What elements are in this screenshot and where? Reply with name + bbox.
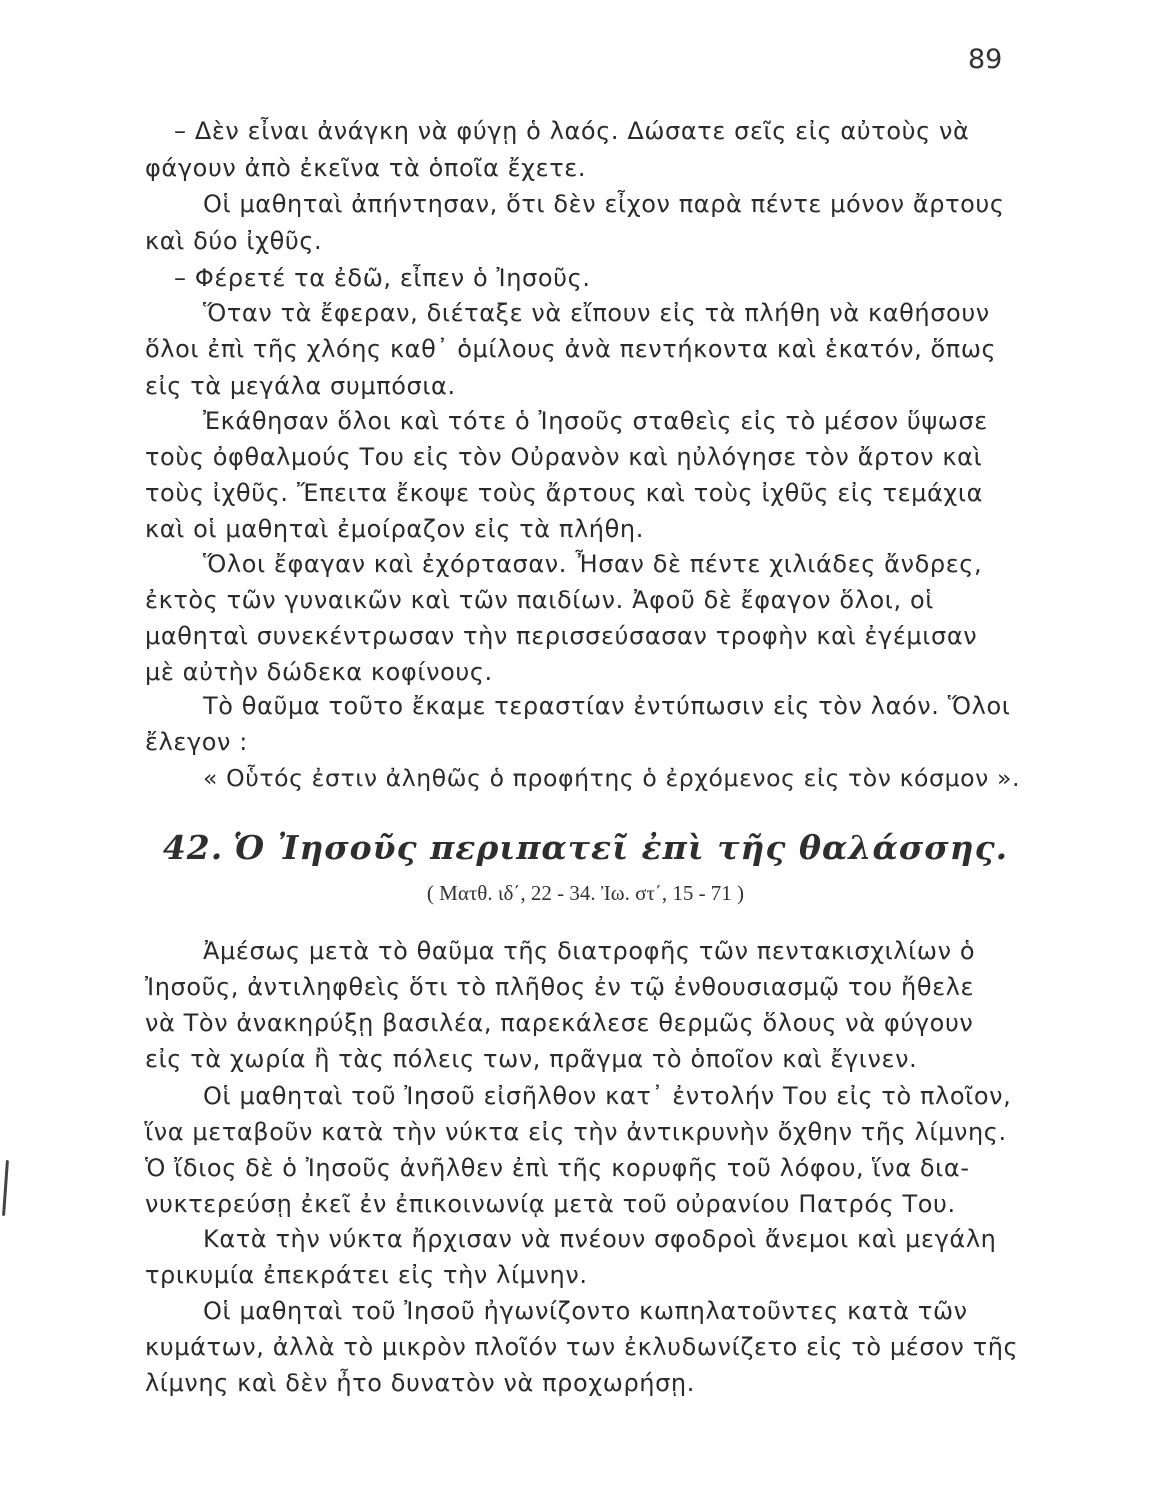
text-line: ὅλοι ἐπὶ τῆς χλόης καθ᾽ ὁμίλους ἀνὰ πεντήκοντα καὶ ἑκατόν, ὅπως — [145, 335, 997, 363]
section-title: Ὁ Ἰησοῦς περιπατεῖ ἐπὶ τῆς θαλάσσης. — [233, 828, 1009, 867]
text-line: Τὸ θαῦμα τοῦτο ἔκαμε τεραστίαν ἐντύπωσιν εἰς τὸν λαόν. Ὅλοι — [203, 692, 1011, 720]
text-line: « Οὗτός ἐστιν ἀληθῶς ὁ προφήτης ὁ ἐρχόμενος εἰς τὸν κόσμον ». — [203, 764, 1021, 792]
page-number: 89 — [968, 44, 1003, 75]
text-line: καὶ οἱ μαθηταὶ ἐμοίραζον εἰς τὰ πλήθη. — [145, 515, 644, 543]
scripture-reference: ( Ματθ. ιδ΄, 22 - 34. Ἰω. στ΄, 15 - 71 ) — [426, 881, 745, 905]
text-line: Ὁ ἴδιος δὲ ὁ Ἰησοῦς ἀνῆλθεν ἐπὶ τῆς κορυφῆς τοῦ λόφου, ἵνα δια- — [145, 1154, 970, 1182]
margin-mark — [2, 1160, 9, 1216]
text-line: Κατὰ τὴν νύκτα ἤρχισαν νὰ πνέουν σφοδροὶ ἄνεμοι καὶ μεγάλη — [203, 1225, 997, 1253]
text-line: ἔλεγον : — [145, 728, 248, 756]
text-line: Ἰησοῦς, ἀντιληφθεὶς ὅτι τὸ πλῆθος ἐν τῷ ἐνθουσιασμῷ του ἤθελε — [145, 973, 975, 1001]
text-line: νὰ Τὸν ἀνακηρύξῃ βασιλέα, παρεκάλεσε θερμῶς ὅλους νὰ φύγουν — [145, 1009, 974, 1037]
section-number: 42. — [162, 828, 224, 867]
text-line: τοὺς ἰχθῦς. Ἔπειτα ἔκοψε τοὺς ἄρτους καὶ τοὺς ἰχθῦς εἰς τεμάχια — [145, 479, 984, 507]
text-line: εἰς τὰ χωρία ἢ τὰς πόλεις των, πρᾶγμα τὸ ὁποῖον καὶ ἔγινεν. — [145, 1045, 918, 1073]
text-line: νυκτερεύσῃ ἐκεῖ ἐν ἐπικοινωνίᾳ μετὰ τοῦ οὐρανίου Πατρός Του. — [145, 1190, 956, 1218]
text-line: Ἐκάθησαν ὅλοι καὶ τότε ὁ Ἰησοῦς σταθεὶς εἰς τὸ μέσον ὕψωσε — [203, 407, 988, 435]
text-line: ἵνα μεταβοῦν κατὰ τὴν νύκτα εἰς τὴν ἀντικρυνὴν ὄχθην τῆς λίμνης. — [145, 1118, 1007, 1146]
text-line: μαθηταὶ συνεκέντρωσαν τὴν περισσεύσασαν τροφὴν καὶ ἐγέμισαν — [145, 622, 978, 650]
section-heading — [0, 828, 1171, 867]
text-line: Οἱ μαθηταὶ τοῦ Ἰησοῦ εἰσῆλθον κατ᾽ ἐντολήν Του εἰς τὸ πλοῖον, — [203, 1082, 1012, 1110]
text-line: καὶ δύο ἰχθῦς. — [145, 227, 323, 255]
text-line: Οἱ μαθηταὶ τοῦ Ἰησοῦ ἠγωνίζοντο κωπηλατοῦντες κατὰ τῶν — [203, 1297, 968, 1325]
text-line: φάγουν ἀπὸ ἐκεῖνα τὰ ὁποῖα ἔχετε. — [145, 154, 587, 182]
text-line: – Φέρετέ τα ἐδῶ, εἶπεν ὁ Ἰησοῦς. — [174, 264, 591, 292]
text-line: Ἀμέσως μετὰ τὸ θαῦμα τῆς διατροφῆς τῶν πεντακισχιλίων ὁ — [203, 937, 976, 965]
text-line: εἰς τὰ μεγάλα συμπόσια. — [145, 372, 456, 400]
text-line: Ὅταν τὰ ἔφεραν, διέταξε νὰ εἴπουν εἰς τὰ πλήθη νὰ καθήσουν — [203, 299, 990, 327]
text-line: τοὺς ὀφθαλμούς Του εἰς τὸν Οὐρανὸν καὶ ηὐλόγησε τὸν ἄρτον καὶ — [145, 443, 983, 471]
text-line: λίμνης καὶ δὲν ἦτο δυνατὸν νὰ προχωρήσῃ. — [145, 1369, 695, 1397]
text-line: κυμάτων, ἀλλὰ τὸ μικρὸν πλοῖόν των ἐκλυδωνίζετο εἰς τὸ μέσον τῆς — [145, 1333, 1019, 1361]
text-line: μὲ αὐτὴν δώδεκα κοφίνους. — [145, 658, 493, 686]
text-line: – Δὲν εἶναι ἀνάγκη νὰ φύγῃ ὁ λαός. Δώσατε σεῖς εἰς αὐτοὺς νὰ — [174, 117, 970, 145]
text-line: ἐκτὸς τῶν γυναικῶν καὶ τῶν παιδίων. Ἀφοῦ δὲ ἔφαγον ὅλοι, οἱ — [145, 586, 934, 614]
text-line: Οἱ μαθηταὶ ἀπήντησαν, ὅτι δὲν εἶχον παρὰ πέντε μόνον ἄρτους — [203, 190, 1005, 218]
text-line: τρικυμία ἐπεκράτει εἰς τὴν λίμνην. — [145, 1261, 588, 1289]
text-line: Ὅλοι ἔφαγαν καὶ ἐχόρτασαν. Ἦσαν δὲ πέντε χιλιάδες ἄνδρες, — [203, 550, 983, 578]
